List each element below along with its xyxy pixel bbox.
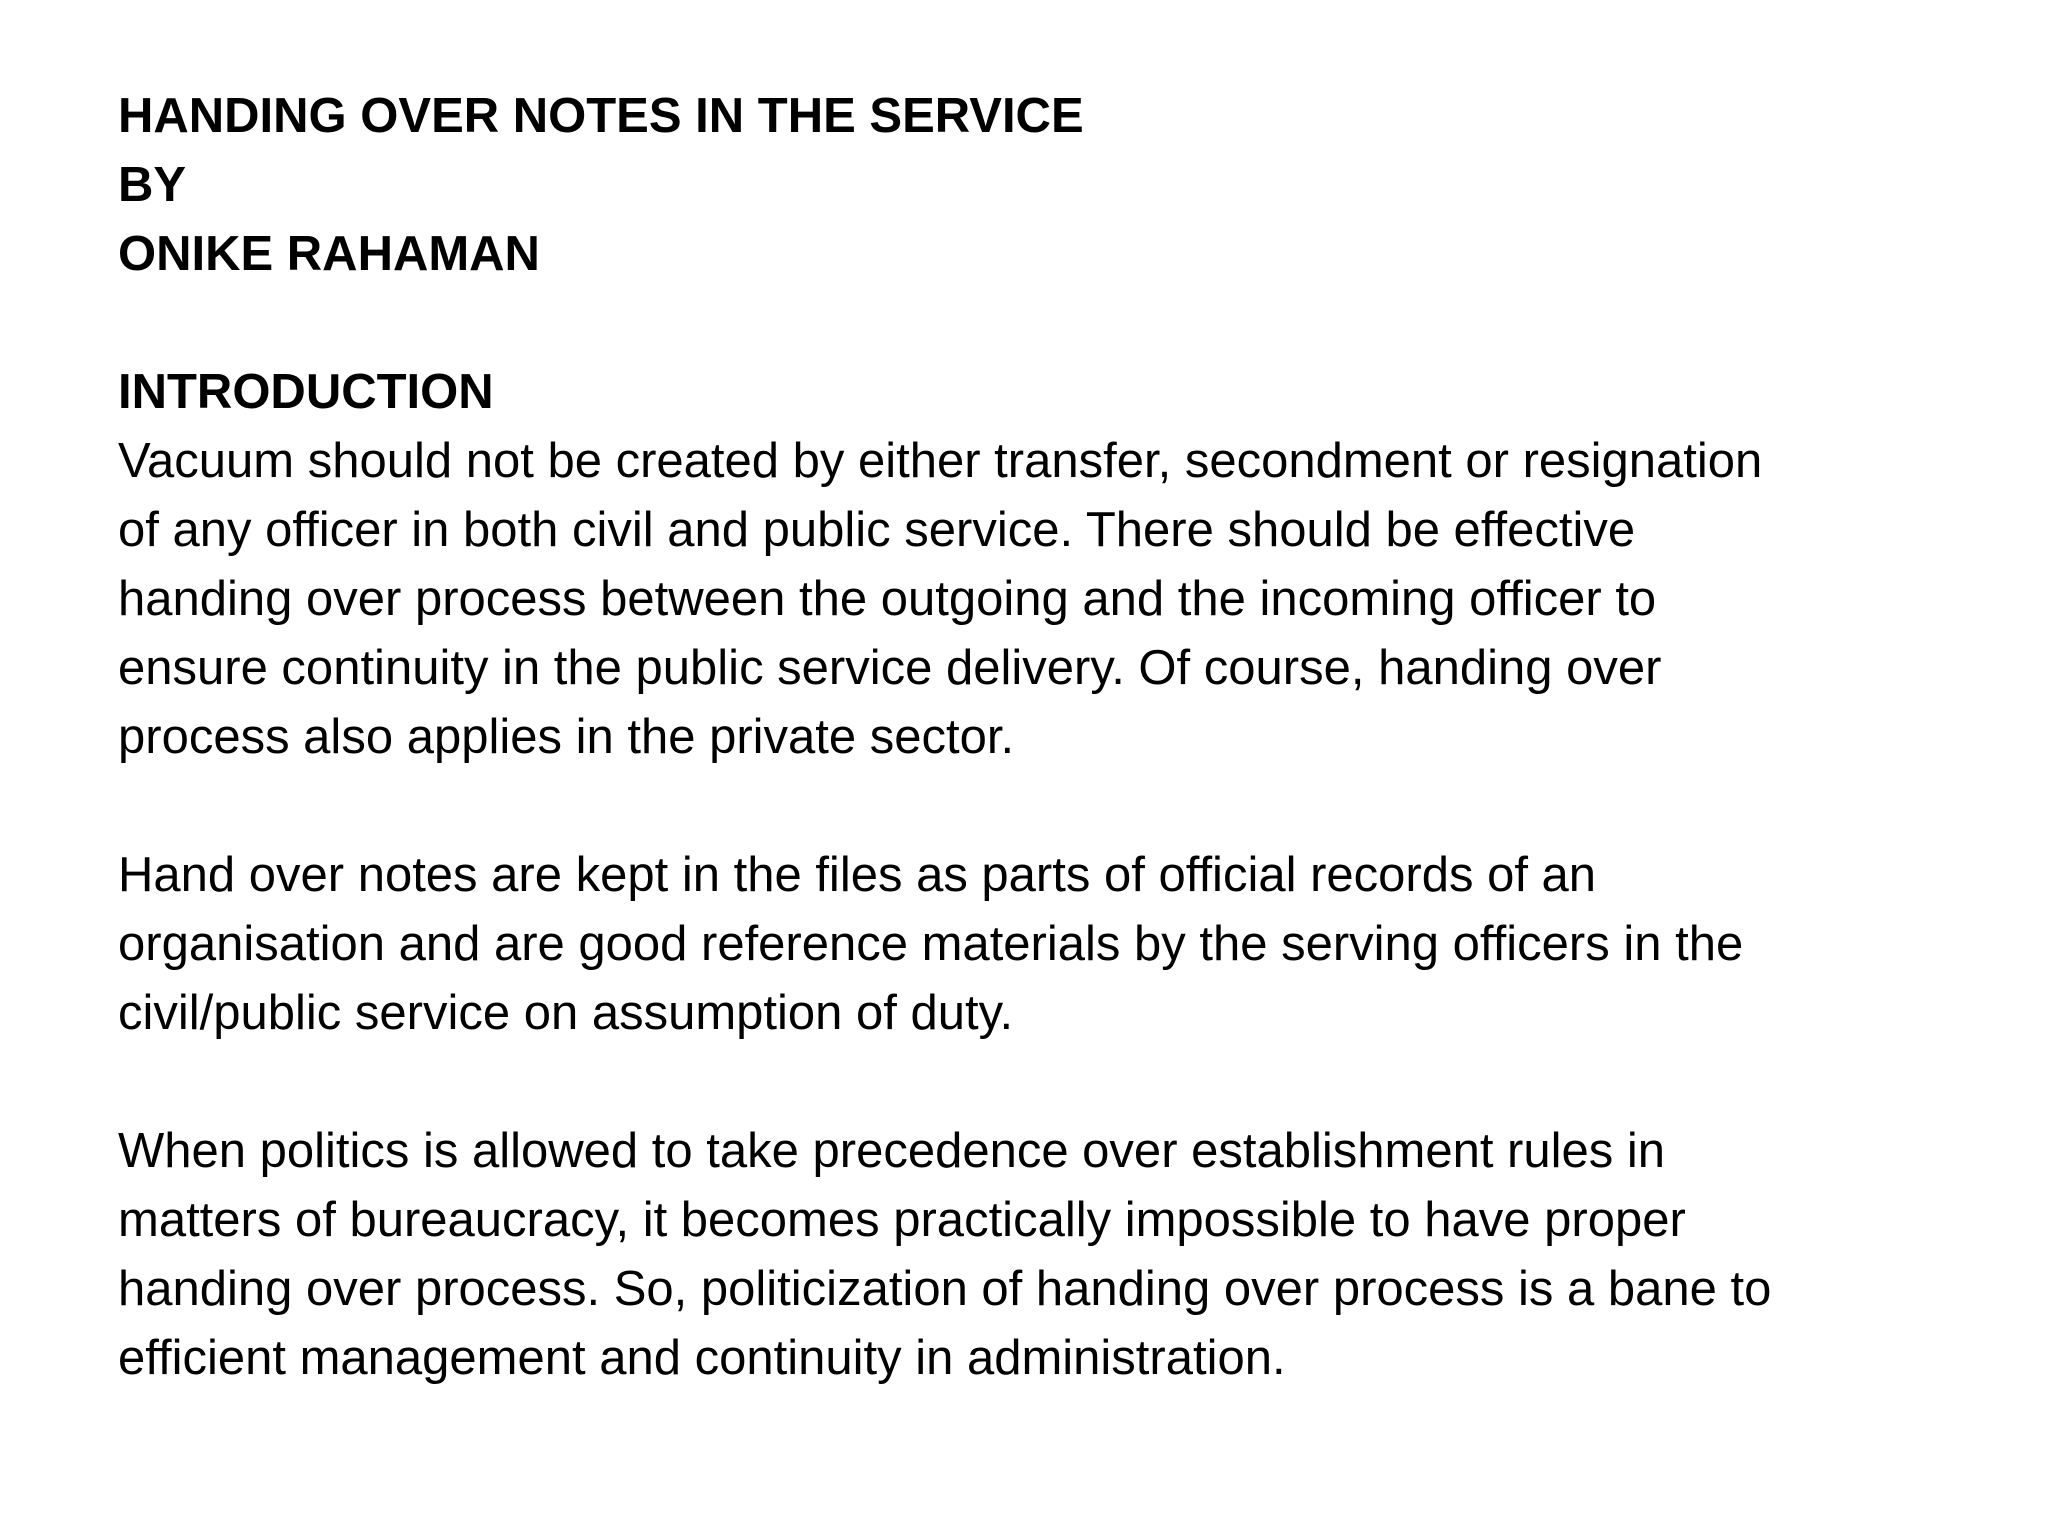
paragraph-line: matters of bureaucracy, it becomes practically impossible to have proper [118,1193,1686,1247]
spacer [118,289,1978,358]
paragraph-line: civil/public service on assumption of duty. [118,986,1014,1040]
paragraph-line: When politics is allowed to take precedence over establishment rules in [118,1124,1666,1178]
author-name: ONIKE RAHAMAN [118,227,540,281]
paragraph-3 [118,1117,1978,1393]
paragraph-line: handing over process between the outgoing and the incoming officer to [118,572,1657,626]
document-body [118,82,1978,1393]
paragraph-2 [118,841,1978,1048]
section-heading: INTRODUCTION [118,365,494,419]
spacer [118,772,1978,841]
paragraph-line: handing over process. So, politicization of handing over process is a bane to [118,1262,1772,1316]
paragraph-line: process also applies in the private sector. [118,710,1015,764]
byline-label: BY [118,158,187,212]
paragraph-line: ensure continuity in the public service delivery. Of course, handing over [118,641,1662,695]
paragraph-line: efficient management and continuity in administration. [118,1331,1286,1385]
paragraph-line: Hand over notes are kept in the files as parts of official records of an [118,848,1597,902]
paragraph-line: of any officer in both civil and public service. There should be effective [118,503,1636,557]
document-title: HANDING OVER NOTES IN THE SERVICE [118,89,1084,143]
paragraph-line: organisation and are good reference materials by the serving officers in the [118,917,1744,971]
spacer [118,1048,1978,1117]
paragraph-line: Vacuum should not be created by either transfer, secondment or resignation [118,434,1763,488]
paragraph-1 [118,427,1978,772]
